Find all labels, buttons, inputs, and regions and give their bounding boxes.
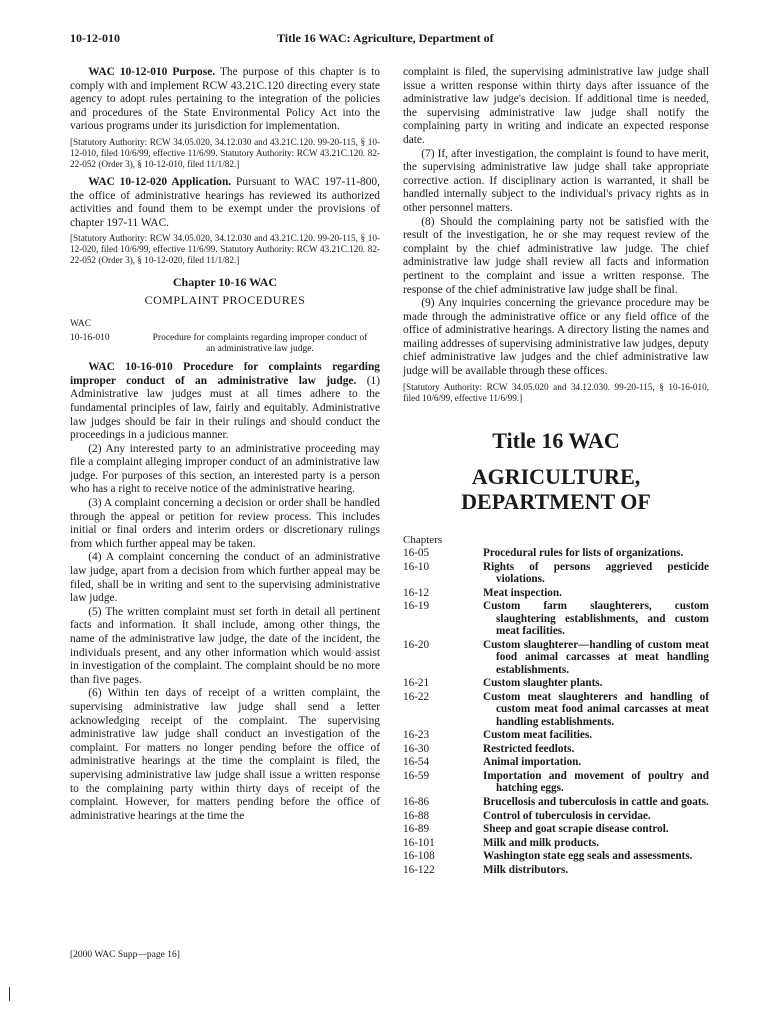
paragraph: (7) If, after investigation, the complaint is found to have merit, the supervising administrative law judge shall take appropriate corrective action. If disciplinary action is warranted, it shall be handled internally subject to the individual's privacy rights as in other personnel matters. [403, 147, 709, 214]
chapter-number: 16-86 [403, 796, 430, 809]
chapter-entry-title: Custom meat slaughterers and handling of custom meat food animal carcasses at meat handling establishments. [483, 690, 709, 728]
chapter-entry [403, 823, 709, 835]
running-header-title: Title 16 WAC: Agriculture, Department of [277, 31, 494, 45]
chapter-entry-title: Custom meat facilities. [483, 729, 593, 742]
paragraph: (3) A complaint concerning a decision or order shall be handled through the appeal or petition for review process. This includes initial or final orders and interim orders or discretionary rulings from which further appeal may be taken. [70, 497, 380, 550]
running-header-section-number: 10-12-010 [70, 31, 120, 45]
chapter-number: 16-101 [403, 836, 435, 849]
chapter-entry-title: Procedural rules for lists of organizations. [483, 547, 684, 560]
chapter-entry-title: Brucellosis and tuberculosis in cattle and goats. [483, 796, 709, 809]
chapter-number: 16-20 [403, 638, 430, 651]
section-10-16-010 [70, 361, 380, 443]
chapter-number: 16-30 [403, 742, 430, 755]
chapter-entry-title: Sheep and goat scrapie disease control. [483, 823, 669, 836]
section-body: The purpose of this chapter is to comply with and implement RCW 43.21C.120 directing every state agency to adopt rules pertaining to the integration of the policies and procedures of the State Environmental Policy Act into the various programs under its jurisdiction for implementation. [70, 66, 380, 133]
scan-mark [9, 987, 10, 1001]
chapter-number: 16-89 [403, 823, 430, 836]
chapter-entry [403, 561, 709, 586]
chapter-subtitle: COMPLAINT PROCEDURES [144, 292, 306, 307]
chapter-entry [403, 810, 709, 822]
chapters-label: Chapters [403, 533, 443, 546]
paragraph: (8) Should the complaining party not be satisfied with the result of the investigation, he or she may request review of the complaint by the chief administrative law judge. The chief administrative law judge shall review all facts and information pertinent to the complaint and issue a written response. The response of the chief administrative law judge shall be final. [403, 215, 709, 296]
chapter-entry [403, 850, 709, 862]
chapter-entry [403, 547, 709, 559]
chapter-entry [403, 691, 709, 728]
chapter-entry [403, 837, 709, 849]
section-heading: WAC 10-12-020 Application. [88, 175, 232, 188]
right-column [403, 66, 709, 878]
section-body: Pursuant to WAC 197-11-800, the office of administrative hearings has reviewed its authorized activities and found them to be exempt under the provisions of chapter 197-11 WAC. [70, 175, 380, 229]
chapter-entry-title: Animal importation. [483, 756, 582, 769]
title-subheading-line: DEPARTMENT OF [461, 488, 651, 514]
chapter-entry-title: Custom farm slaughterers, custom slaughtering establishments, and custom meat facilities. [483, 600, 709, 638]
chapter-entry-title: Control of tuberculosis in cervidae. [483, 809, 651, 822]
chapters-list [403, 547, 709, 876]
section-10-12-010 [70, 66, 380, 134]
section-heading: WAC 10-16-010 Procedure for complaints regarding improper conduct of an administrative law judge. [70, 361, 380, 387]
chapter-entry-title: Milk and milk products. [483, 836, 600, 849]
title-heading: Title 16 WAC [492, 427, 620, 453]
chapter-entry [403, 729, 709, 741]
chapter-number: 16-23 [403, 729, 430, 742]
statutory-history: [Statutory Authority: RCW 34.05.020, 34.12.030 and 43.21C.120. 99-20-115, § 10-12-020, filed 10/6/99, effective 11/6/99. Statutory Authority: RCW 43.21C.120. 82-22-052 (Order 3), § 10-12-020, filed 11/1/82.] [70, 233, 380, 266]
chapter-number: 16-10 [403, 560, 430, 573]
chapter-title: Chapter 10-16 WAC [172, 275, 278, 290]
chapter-number: 16-21 [403, 677, 430, 690]
chapter-number: 16-108 [403, 850, 435, 863]
paragraph: (1) Administrative law judges must at all times adhere to the fundamental principles of law, fairly and equitably. Administrative law judges should be fair in their rulings and should conduct the proceedings in a judicious manner. [70, 374, 380, 442]
chapter-entry [403, 639, 709, 676]
paragraph: (2) Any interested party to an administrative proceeding may file a complaint alleging improper conduct of an administrative law judge. For purposes of this section, an interested party is a person who has a right to receive notice of the administrative hearing. [70, 442, 380, 496]
section-10-12-020 [70, 176, 380, 230]
left-column [70, 66, 380, 823]
paragraph: (6) Within ten days of receipt of a written complaint, the supervising administrative law judge shall send a letter acknowledging receipt of the complaint. The supervising administrative law judge shall conduct an investigation of the complaint. For matters no longer pending before the office of administrative hearings at the time the complaint is filed, the supervising administrative law judge shall issue a written response to the complaining party within thirty days of receipt of the complaint. However, for matters pending before the office of administrative hearings at the time the [70, 687, 380, 822]
chapter-number: 16-19 [403, 600, 430, 613]
chapter-entry [403, 600, 709, 637]
chapter-entry-title: Rights of persons aggrieved pesticide violations. [483, 560, 709, 586]
chapter-number: 16-12 [403, 586, 430, 599]
statutory-history: [Statutory Authority: RCW 34.05.020 and 34.12.030. 99-20-115, § 10-16-010, filed 10/6/99, effective 11/6/99.] [403, 381, 709, 403]
title-subheading [403, 464, 709, 514]
chapter-entry [403, 677, 709, 689]
chapter-entry [403, 743, 709, 755]
toc-entry [70, 333, 380, 355]
chapter-entry [403, 796, 709, 808]
chapter-number: 16-122 [403, 864, 435, 876]
paragraph: (9) Any inquiries concerning the grievance procedure may be made through the administrative office or any field office of the office of administrative hearings. A directory listing the names and mailing addresses of supervising administrative law judges, deputy chief administrative law judges and the chief administrative law judge will be available through these offices. [403, 297, 709, 378]
paragraph-continued: complaint is filed, the supervising administrative law judge shall issue a written response within thirty days after issuance of the administrative law judge's decision. If additional time is needed, the supervising administrative law judge shall notify the complaining party in writing and indicate an expected response date. [403, 66, 709, 146]
chapter-number: 16-05 [403, 547, 430, 560]
chapter-number: 16-54 [403, 756, 430, 769]
section-heading: WAC 10-12-010 Purpose. [88, 66, 216, 78]
chapter-entry-title: Custom slaughterer—handling of custom meat food animal carcasses at meat handling establishments. [483, 638, 709, 676]
paragraph: (5) The written complaint must set forth in detail all pertinent facts and information. It shall include, among other things, the name of the administrative law judge, the date of the incident, the individuals present, and any other information which would assist in investigation of the complaint. The complaint should be no more than five pages. [70, 605, 380, 686]
chapter-entry-title: Milk distributors. [483, 864, 569, 876]
chapter-entry-title: Importation and movement of poultry and hatching eggs. [483, 770, 709, 795]
toc-label: WAC [70, 318, 92, 329]
chapter-number: 16-22 [403, 690, 430, 703]
toc-entry-text: Procedure for complaints regarding improper conduct of an administrative law judge. [152, 333, 368, 355]
chapter-entry [403, 864, 709, 876]
chapter-entry-title: Meat inspection. [483, 586, 562, 599]
statutory-history: [Statutory Authority: RCW 34.05.020, 34.12.030 and 43.21C.120. 99-20-115, § 10-12-010, filed 10/6/99, effective 11/6/99. Statutory Authority: RCW 43.21C.120. 82-22-052 (Order 3), § 10-12-010, filed 11/1/82.] [70, 136, 380, 169]
chapter-entry [403, 587, 709, 599]
chapter-number: 16-59 [403, 770, 430, 783]
chapter-entry-title: Custom slaughter plants. [483, 677, 603, 690]
toc-entry-number: 10-16-010 [70, 333, 110, 344]
page-footer: [2000 WAC Supp—page 16] [70, 950, 180, 960]
chapter-entry [403, 756, 709, 768]
chapter-entry-title: Washington state egg seals and assessments. [483, 850, 693, 863]
chapter-entry [403, 770, 709, 795]
chapter-entry-title: Restricted feedlots. [483, 742, 575, 755]
title-subheading-line: AGRICULTURE, [471, 463, 641, 489]
paragraph: (4) A complaint concerning the conduct of an administrative law judge, apart from a decision from which further appeal may be filed, shall be in writing and sent to the supervising administrative law judge. [70, 551, 380, 605]
chapter-number: 16-88 [403, 809, 430, 822]
